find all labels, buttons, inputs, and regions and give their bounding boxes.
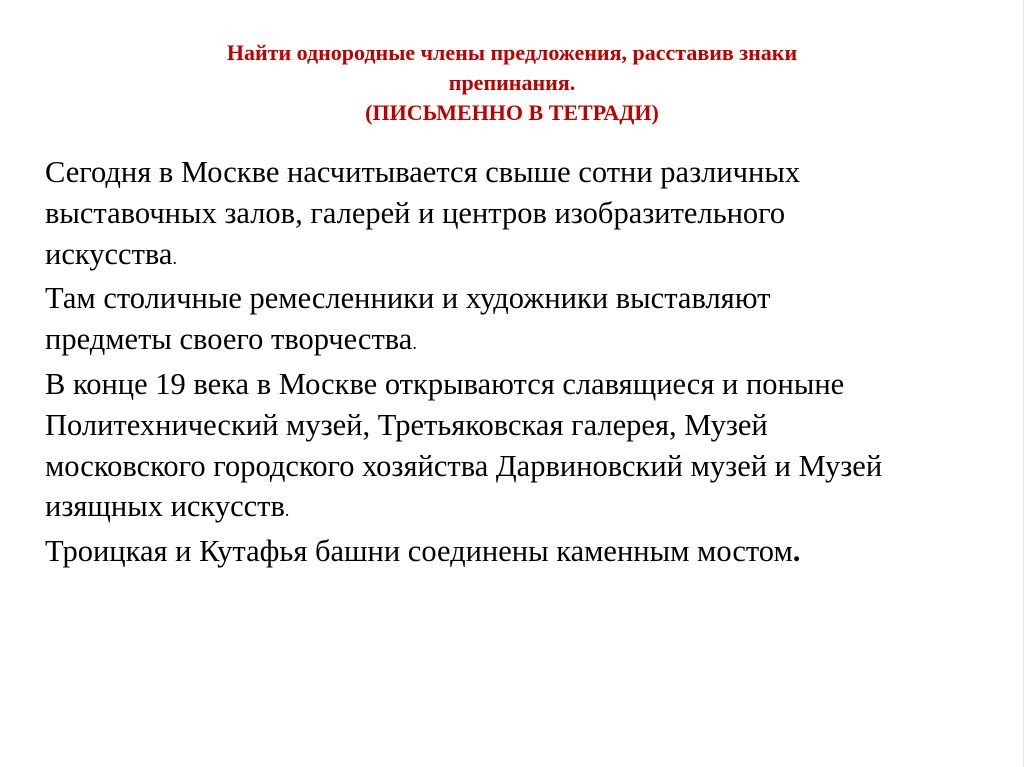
exercise-text [45, 152, 1005, 572]
sentence-2-period: . [412, 333, 417, 354]
sentence-2-line-1: Там столичные ремесленники и художники выставляют [45, 281, 771, 316]
sentence-2-line-2 [45, 319, 1005, 364]
sentence-4-line-1-text: Троицкая и Кутафья башни соединены каменным мостом [45, 534, 793, 569]
sentence-2-line-2-text: предметы своего творчества [45, 322, 413, 357]
sentence-3-line-4 [45, 486, 1005, 531]
sentence-4-period: . [792, 534, 801, 569]
sentence-3-line-1: В конце 19 века в Москве открываются славящиеся и поныне [45, 366, 845, 401]
sentence-1-period: . [172, 247, 177, 268]
task-title [140, 38, 884, 128]
sentence-3-period: . [284, 500, 290, 521]
sentence-1-line-1: Сегодня в Москве насчитывается свыше сотни различных [45, 155, 801, 189]
sentence-1-line-3 [45, 234, 1005, 279]
sentence-3-line-2: Политехнический музей, Третьяковская галерея, Музей [45, 407, 768, 442]
sentence-3-line-4-text: изящных искусств [45, 489, 285, 524]
sentence-1-line-2: выставочных залов, галерей и центров изобразительного [45, 195, 786, 230]
sentence-3-line-3: московского городского хозяйства Дарвиновский музей и Музей [45, 448, 883, 483]
title-line-2: препинания. [448, 70, 576, 95]
sentence-1-line-3-text: искусства [45, 236, 173, 271]
title-line-1: Найти однородные члены предложения, расставив знаки [226, 40, 798, 65]
sentence-4-line-1 [45, 531, 1005, 572]
title-line-3: (ПИСЬМЕННО В ТЕТРАДИ) [365, 100, 659, 125]
